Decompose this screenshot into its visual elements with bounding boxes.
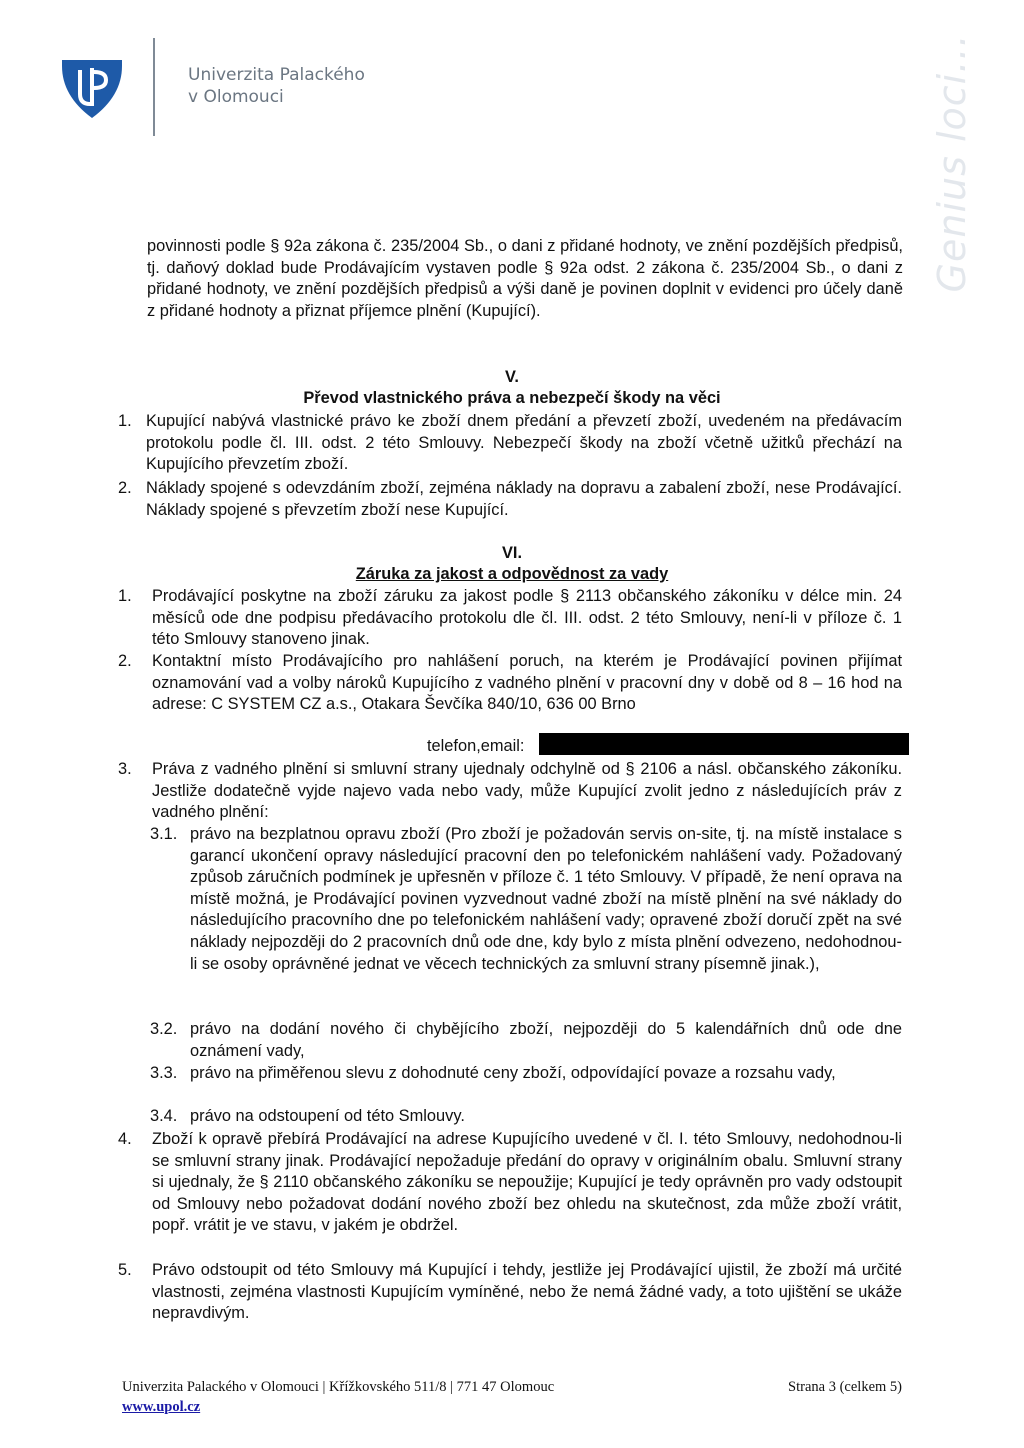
section-5-title: Převod vlastnického práva a nebezpečí škody na věci [303,389,721,407]
footer-page-number: Strana 3 (celkem 5) [788,1379,902,1395]
subitem-number: 3.3. [150,1064,178,1082]
footer-website-link[interactable]: www.upol.cz [122,1399,201,1415]
item-number: 2. [118,652,132,670]
subitem-text: právo na odstoupení od této Smlouvy. [190,1107,465,1125]
section-6-number: VI. [501,544,523,562]
item-text: Prodávající poskytne na zboží záruku za jakost podle § 2113 občanského zákoníku v délce min. 24 měsíců ode dne podpisu předávacího protokolu dle čl. III. odst. 2 této Smlouvy, není-li v příloze č. 1 této Smlouvy stanoveno jinak. [152,587,902,649]
subitem-number: 3.2. [150,1020,178,1038]
subitem-text: právo na dodání nového či chybějícího zboží, nejpozději do 5 kalendářních dnů ode dne oznámení vady, [190,1020,902,1060]
item-text: Práva z vadného plnění si smluvní strany ujednaly odchylně od § 2106 a násl. občanského zákoníku. Jestliže dodatečně vyjde najevo vada nebo vady, může Kupující zvolit jedno z následujících práv z vadného plnění: [152,760,902,822]
university-name [188,64,365,108]
watermark-text: Genius loci... [930,33,974,293]
intro-paragraph: povinnosti podle § 92a zákona č. 235/2004 Sb., o dani z přidané hodnoty, ve znění pozdějších předpisů, tj. daňový doklad bude Prodávajícím vystaven podle § 92a odst. 2 zákona č. 235/2004 Sb., o dani z přidané hodnoty, ve znění pozdějších předpisů a výši daně je povinen doplnit v evidenci pro účely daně z přidané hodnoty a přiznat příjemce plnění (Kupující). [147,237,903,320]
genius-loci-watermark [932,18,972,308]
university-name-line2: v Olomouci [188,87,284,107]
section-6-title: Záruka za jakost a odpovědnost za vady [355,565,669,583]
item-text: Zboží k opravě přebírá Prodávající na adrese Kupujícího uvedené v čl. I. této Smlouvy, nedohodnou-li se smluvní strany jinak. Prodávající nepožaduje předání do opravy v originálním obalu. Smluvní strany si ujednaly, že § 2110 občanského zákoníku se nepoužije; Kupující je tedy oprávněn pro vady odstoupit od Smlouvy nebo požadovat dodání nového zboží bez ohledu na skutečnost, zda může zboží vrátit, popř. vrátit je ve stavu, v jakém je obdržel. [152,1130,902,1235]
item-number: 5. [118,1261,132,1279]
contact-label: telefon,email: [427,737,525,755]
item-text: Náklady spojené s odevzdáním zboží, zejména náklady na dopravu a zabalení zboží, nese Prodávající. Náklady spojené s převzetím zboží nese Kupující. [146,479,902,519]
item-text: Kupující nabývá vlastnické právo ke zboží dnem předání a převzetí zboží, uvedeném na předávacím protokolu podle čl. III. odst. 2 této Smlouvy. Nebezpečí škody na zboží včetně užitků přechází na Kupujícího převzetím zboží. [146,412,902,474]
subitem-number: 3.4. [150,1107,178,1125]
item-number: 1. [118,412,132,430]
subitem-text: právo na přiměřenou slevu z dohodnuté ceny zboží, odpovídající povaze a rozsahu vady, [190,1064,836,1082]
item-number: 1. [118,587,132,605]
footer-address: Univerzita Palackého v Olomouci | Křížkovského 511/8 | 771 47 Olomouc [122,1379,555,1395]
section-5-number: V. [505,368,519,386]
upol-shield-logo-icon [60,56,124,120]
subitem-text: právo na bezplatnou opravu zboží (Pro zboží je požadován servis on-site, tj. na místě instalace s garancí ukončení opravy následující pracovní den po telefonickém nahlášení vady. Požadovaný způsob záručních podmínek je upřesněn v příloze č. 1 této Smlouvy. V případě, že není oprava na místě možná, je Prodávající povinen vyzvednout vadné zboží na místě plnění na své náklady do následujícího pracovního dne po telefonickém nahlášení vady; opravené zboží doručí zpět na své náklady nejpozději do 2 pracovních dnů ode dne, kdy bylo z místa plnění odvezeno, nedohodnou-li se osoby oprávněné jednat ve věcech technických za smluvní strany písemně jinak.), [190,825,902,973]
item-number: 3. [118,760,132,778]
redacted-contact [539,733,909,755]
item-text: Právo odstoupit od této Smlouvy má Kupující i tehdy, jestliže jej Prodávající ujistil, že zboží má určité vlastnosti, zejména vlastnosti Kupujícím vymíněné, nebo že nemá žádné vady, a toto ujištění se ukáže nepravdivým. [152,1261,902,1323]
header-divider [153,38,155,136]
item-number: 2. [118,479,132,497]
item-text: Kontaktní místo Prodávajícího pro nahlášení poruch, na kterém je Prodávající povinen přijímat oznamování vad a volby nároků Kupujícího z vadného plnění v pracovní dny v době od 8 – 16 hod na adrese: C SYSTEM CZ a.s., Otakara Ševčíka 840/10, 636 00 Brno [152,652,902,714]
item-number: 4. [118,1130,132,1148]
university-name-line1: Univerzita Palackého [188,65,365,85]
subitem-number: 3.1. [150,825,178,843]
